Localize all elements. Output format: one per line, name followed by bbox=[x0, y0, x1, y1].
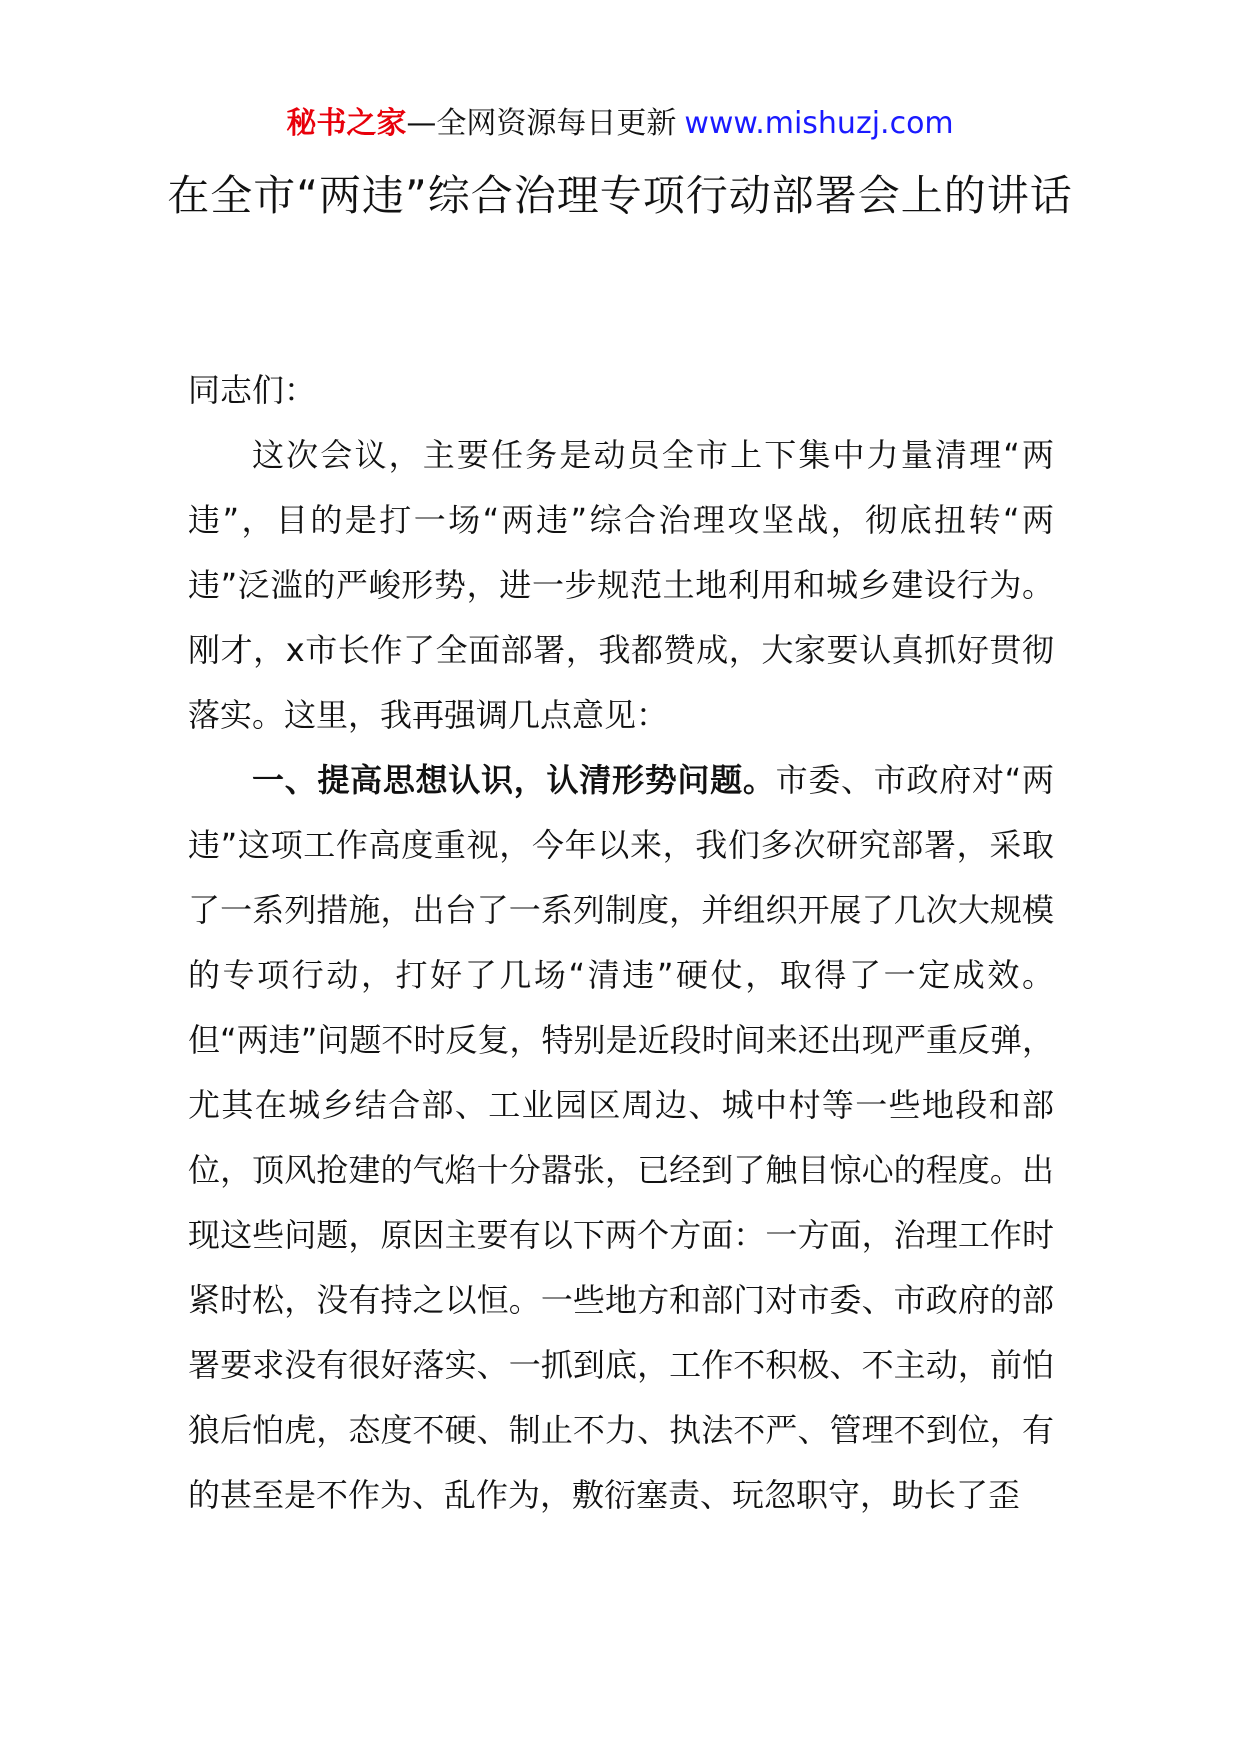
paragraph-section-1 bbox=[188, 748, 1054, 1528]
document-body bbox=[188, 358, 1054, 1528]
site-header-banner bbox=[0, 104, 1240, 144]
section-1-heading: 一、提高思想认识，认清形势问题。 bbox=[252, 761, 776, 799]
site-url-link[interactable]: www.mishuzj.com bbox=[684, 106, 954, 141]
brand-name: 秘书之家 bbox=[286, 106, 407, 141]
document-title: 在全市“两违”综合治理专项行动部署会上的讲话 bbox=[167, 171, 1073, 220]
header-tagline: —全网资源每日更新 bbox=[406, 106, 677, 141]
section-1-text: 市委、市政府对“两违”这项工作高度重视，今年以来，我们多次研究部署，采取了一系列措施，出台了一系列制度，并组织开展了几次大规模的专项行动，打好了几场“清违”硬仗，取得了一定成效。但“两违”问题不时反复，特别是近段时间来还出现严重反弹，尤其在城乡结合部、工业园区周边、城中村等一些地段和部位，顶风抢建的气焰十分嚣张，已经到了触目惊心的程度。出现这些问题，原因主要有以下两个方面：一方面，治理工作时紧时松，没有持之以恒。一些地方和部门对市委、市政府的部署要求没有很好落实、一抓到底，工作不积极、不主动，前怕狼后怕虎，态度不硬、制止不力、执法不严、管理不到位，有的甚至是不作为、乱作为，敷衍塞责、玩忽职守，助长了歪 bbox=[188, 761, 1054, 1514]
paragraph-intro: 这次会议，主要任务是动员全市上下集中力量清理“两违”，目的是打一场“两违”综合治理攻坚战，彻底扭转“两违”泛滥的严峻形势，进一步规范土地利用和城乡建设行为。刚才，x市长作了全面部署，我都赞成，大家要认真抓好贯彻落实。这里，我再强调几点意见： bbox=[188, 436, 1054, 734]
salutation: 同志们： bbox=[188, 371, 317, 409]
